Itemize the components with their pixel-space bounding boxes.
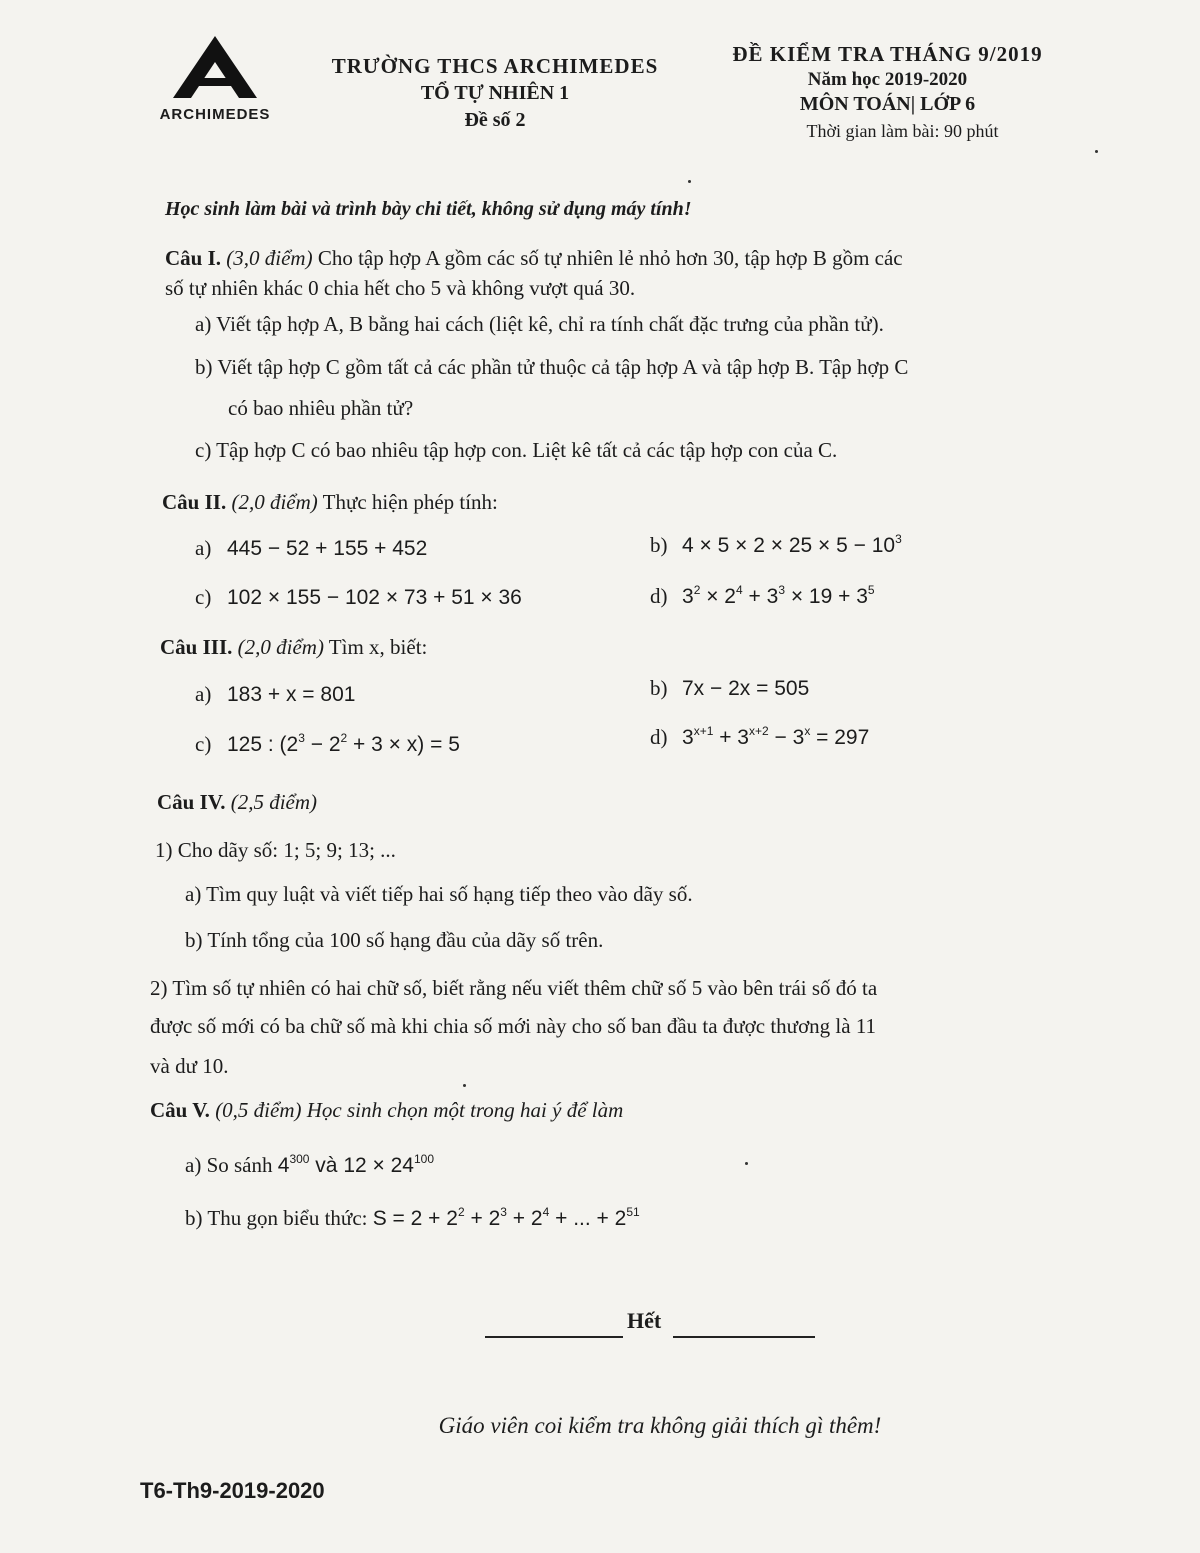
speck [688,180,691,183]
q2-d-e4: 5 [867,583,875,597]
archimedes-logo-icon [173,36,257,102]
q3-c-e1: 3 [298,731,305,745]
q1-text: Cho tập hợp A gồm các số tự nhiên lẻ nhỏ hơn 30, tập hợp B gồm các [312,246,903,270]
speck [745,1162,748,1165]
q2-d-t4: × 19 + 3 [785,585,868,608]
q2-d-t1: 3 [682,585,694,608]
q4-part-2-cont: được số mới có ba chữ số mà khi chia số mới này cho số ban đầu ta được thương là 11 [150,1014,877,1038]
q2-b-base: 4 × 5 × 2 × 25 × 5 − 10 [682,534,896,557]
school-year: Năm học 2019-2020 [807,69,968,90]
q3-d-e2: x+2 [749,724,769,738]
q5-text: Học sinh chọn một trong hai ý để làm [301,1098,624,1122]
q3-d-label: d) [650,725,668,749]
q3-c-t1: 125 : (2 [227,733,299,756]
q3-d-t2: + 3 [713,726,749,749]
q2-text: Thực hiện phép tính: [317,490,498,514]
q2-d-t3: + 3 [742,585,779,608]
q1-points: (3,0 điểm) [226,246,313,270]
q3-intro [160,635,427,660]
q3-item-c [195,731,460,757]
q5-intro [150,1098,623,1123]
q4-part-1b: b) Tính tổng của 100 số hạng đầu của dãy số trên. [185,928,604,952]
q5-b-e4: 51 [626,1205,640,1219]
q3-d-t3: − 3 [768,726,805,749]
q2-a-expr: 445 − 52 + 155 + 452 [227,537,428,560]
q1-item-b: b) Viết tập hợp C gồm tất cả các phần tử thuộc cả tập hợp A và tập hợp B. Tập hợp C [195,355,909,379]
q1-item-a: a) Viết tập hợp A, B bằng hai cách (liệt kê, chỉ ra tính chất đặc trưng của phần tử). [195,312,884,336]
exam-title: ĐỀ KIỂM TRA THÁNG 9/2019 [732,42,1043,66]
q2-c-expr: 102 × 155 − 102 × 73 + 51 × 36 [227,586,522,609]
q3-points: (2,0 điểm) [237,635,324,659]
end-rule-left [485,1336,623,1338]
q2-d-e1: 2 [693,583,701,597]
q2-d-e2: 4 [736,583,743,597]
q2-a-label: a) [195,536,212,560]
q3-c-t3: + 3 × x) = 5 [347,733,460,756]
q5-b-t1: S = 2 + 2 [372,1207,458,1230]
q1-item-c: c) Tập hợp C có bao nhiêu tập hợp con. Liệt kê tất cả các tập hợp con của C. [195,438,838,462]
instruction: Học sinh làm bài và trình bày chi tiết, không sử dụng máy tính! [165,198,692,220]
duration: Thời gian làm bài: 90 phút [806,121,999,141]
q2-b-exp: 3 [895,532,902,546]
q5-a-text: a) So sánh [185,1153,278,1177]
q2-label: Câu II. [162,490,227,514]
q3-b-label: b) [650,676,668,700]
q5-b-e2: 3 [500,1205,507,1219]
q5-b-text: b) Thu gọn biểu thức: [185,1206,373,1230]
q4-part-2: 2) Tìm số tự nhiên có hai chữ số, biết rằng nếu viết thêm chữ số 5 vào bên trái số đó ta [150,976,878,1000]
q5-item-a [185,1152,434,1178]
q1-text-2: số tự nhiên khác 0 chia hết cho 5 và không vượt quá 30. [165,276,636,300]
q5-b-t2: + 2 [464,1207,501,1230]
q2-d-expr [682,585,875,608]
q5-a-t1: 4 [277,1154,290,1177]
q2-d-t2: × 2 [700,585,736,608]
q2-b-expr [682,534,902,557]
q3-c-t2: − 2 [304,733,341,756]
footer-note: Giáo viên coi kiểm tra không giải thích gì thêm! [438,1413,882,1438]
q2-c-label: c) [195,585,212,609]
end-rule-right [673,1336,815,1338]
q2-b-label: b) [650,533,668,557]
q2-d-label: d) [650,584,668,608]
q5-item-b [185,1205,640,1231]
q5-a-e1: 300 [289,1152,310,1166]
school-logo [140,36,290,126]
q4-part-1: 1) Cho dãy số: 1; 5; 9; 13; ... [155,838,396,862]
q3-d-t4: = 297 [810,726,870,749]
q5-b-expr [373,1207,640,1230]
q3-c-label: c) [195,732,212,756]
logo-text: ARCHIMEDES [159,106,271,123]
speck [1095,150,1098,153]
q3-label: Câu III. [160,635,233,659]
q3-item-a [195,682,355,707]
q3-d-e1: x+1 [693,724,714,738]
school-name: TRƯỜNG THCS ARCHIMEDES [331,54,659,78]
q5-b-t3: + 2 [506,1207,543,1230]
end-marker [485,1308,815,1344]
q5-b-e1: 2 [457,1205,465,1219]
q4-part-2-end: và dư 10. [150,1054,229,1078]
q5-a-expr [278,1154,434,1177]
q2-points: (2,0 điểm) [231,490,318,514]
exam-header [700,42,1075,142]
q2-item-a [195,536,427,561]
q1-item-b-cont: có bao nhiêu phần tử? [228,396,414,420]
q2-item-c [195,585,522,610]
q4-intro [157,790,317,815]
q5-b-t4: + ... + 2 [549,1207,627,1230]
q5-a-t2: và 12 × 24 [309,1154,414,1177]
q2-item-d [650,583,875,609]
q3-item-d [650,724,869,750]
q3-c-expr [227,733,460,756]
end-word: Hết [627,1308,662,1333]
q5-b-e3: 4 [542,1205,550,1219]
speck [463,1084,466,1087]
q5-points: (0,5 điểm) [215,1098,302,1122]
q3-item-b [650,676,809,701]
school-block [305,54,685,132]
q2-d-e3: 3 [778,583,785,597]
q1-intro [165,246,903,271]
q3-d-e3: x [804,724,811,738]
q3-text: Tìm x, biết: [323,635,428,659]
document-code: T6-Th9-2019-2020 [140,1478,325,1503]
subject: MÔN TOÁN| LỚP 6 [799,93,976,115]
q3-a-expr: 183 + x = 801 [227,683,356,706]
q3-b-expr: 7x − 2x = 505 [682,677,810,700]
department: TỔ TỰ NHIÊN 1 [420,82,570,104]
q5-a-e2: 100 [413,1152,434,1166]
q4-label: Câu IV. [157,790,226,814]
q4-part-1a: a) Tìm quy luật và viết tiếp hai số hạng tiếp theo vào dãy số. [185,882,693,906]
q2-intro [162,490,498,515]
q3-c-e2: 2 [340,731,348,745]
q5-label: Câu V. [150,1098,210,1122]
q2-item-b [650,532,902,558]
exam-number: Đề số 2 [464,109,526,131]
q3-d-expr [682,726,869,749]
q3-d-t1: 3 [682,726,694,749]
q3-a-label: a) [195,682,212,706]
q1-label: Câu I. [165,246,222,270]
q4-points: (2,5 điểm) [230,790,318,814]
